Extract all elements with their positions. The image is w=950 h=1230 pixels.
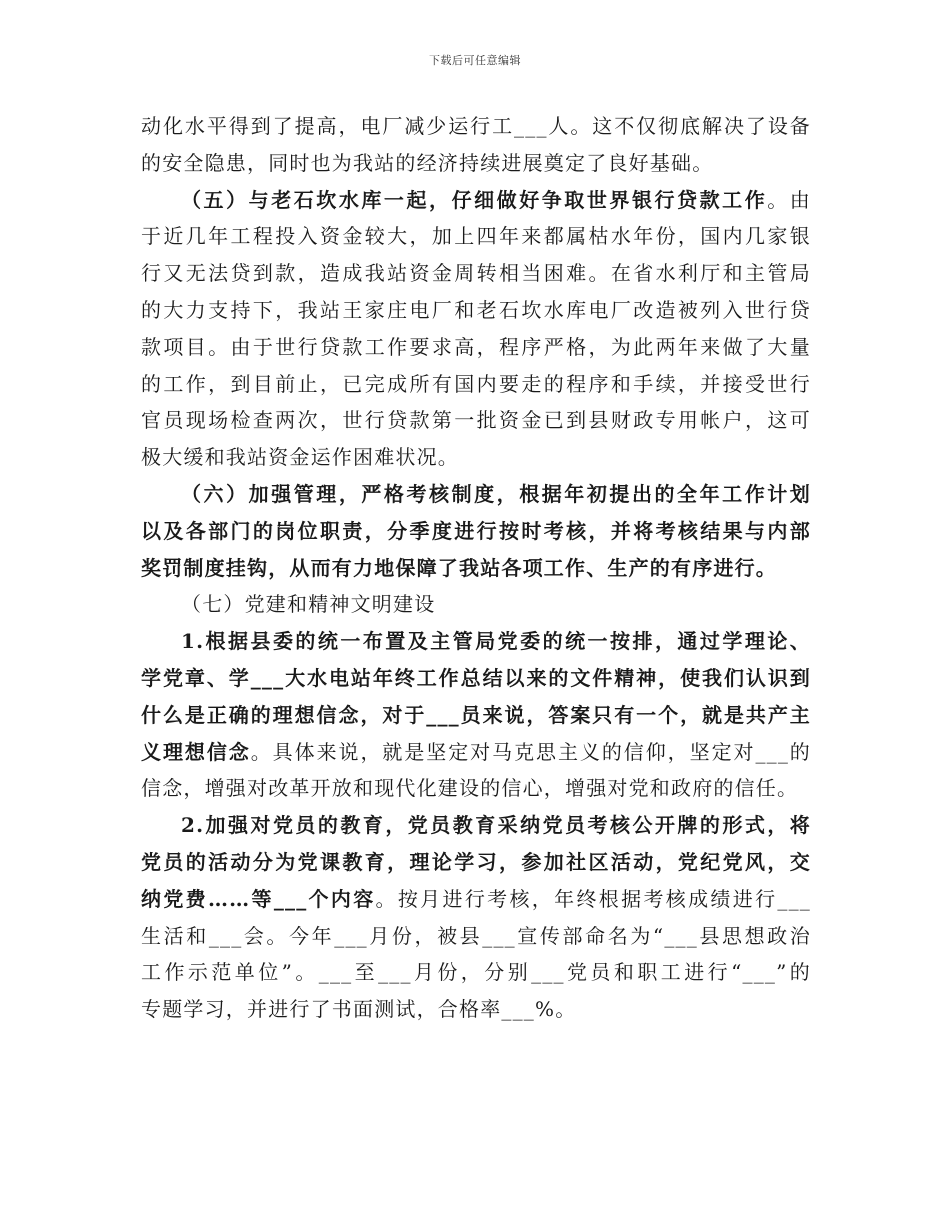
text-line <box>141 366 811 403</box>
text-line <box>141 623 811 660</box>
text-line <box>141 145 811 182</box>
paragraph <box>141 476 811 586</box>
text-line <box>141 108 811 145</box>
paragraph <box>141 623 811 807</box>
bold-text: 党员的活动分为党课教育，理论学习，参加社区活动，党纪党风，交 <box>141 849 811 874</box>
text-line <box>141 881 811 918</box>
text: 。具体来说，就是坚定对马克思主义的信仰，坚定对___的 <box>250 739 812 764</box>
bold-text: 纳党费……等___个内容 <box>141 886 376 911</box>
text: 官员现场检查两次，世行贷款第一批资金已到县财政专用帐户，这可 <box>141 408 811 433</box>
paragraph <box>141 807 811 1028</box>
paragraph <box>141 586 811 623</box>
text-line <box>141 255 811 292</box>
text: 的安全隐患，同时也为我站的经济持续进展奠定了良好基础。 <box>141 150 714 175</box>
document-body <box>141 108 811 1028</box>
text: 款项目。由于世行贷款工作要求高，程序严格，为此两年来做了大量 <box>141 334 811 359</box>
bold-text: 学党章、学___大水电站年终工作总结以来的文件精神，使我们认识到 <box>141 665 811 690</box>
text-line <box>141 918 811 955</box>
text-line <box>141 218 811 255</box>
text: 。按月进行考核，年终根据考核成绩进行___ <box>375 886 811 911</box>
text-line <box>141 439 811 476</box>
text-line <box>141 182 811 219</box>
bold-text: 2.加强对党员的教育，党员教育采纳党员考核公开牌的形式，将 <box>181 813 811 838</box>
bold-text: 什么是正确的理想信念，对于___员来说，答案只有一个，就是共产主 <box>141 702 811 727</box>
text: 的大力支持下，我站王家庄电厂和老石坎水库电厂改造被列入世行贷 <box>141 297 811 322</box>
text-line <box>141 292 811 329</box>
bold-text: 1.根据县委的统一布置及主管局党委的统一按排，通过学理论、 <box>181 629 811 654</box>
text: 行又无法贷到款，造成我站资金周转相当困难。在省水利厅和主管局 <box>141 261 811 286</box>
text-line <box>141 807 811 844</box>
text-line <box>141 660 811 697</box>
text: 专题学习，并进行了书面测试，合格率___%。 <box>141 997 577 1022</box>
text-line <box>141 770 811 807</box>
text-line <box>141 476 811 513</box>
text: （七）党建和精神文明建设 <box>181 592 436 617</box>
paragraph <box>141 182 811 476</box>
bold-text: （五）与老石坎水库一起，仔细做好争取世界银行贷款工作 <box>181 187 768 212</box>
text-line <box>141 844 811 881</box>
bold-text: 奖罚制度挂钩，从而有力地保障了我站各项工作、生产的有序进行。 <box>141 555 777 580</box>
text-line <box>141 954 811 991</box>
page-header: 下载后可任意编辑 <box>429 54 521 67</box>
text: 于近几年工程投入资金较大，加上四年来都属枯水年份，国内几家银 <box>141 224 811 249</box>
bold-text: 以及各部门的岗位职责，分季度进行按时考核，并将考核结果与内部 <box>141 518 811 543</box>
text: 工作示范单位”。___至___月份，分别___党员和职工进行“___”的 <box>141 960 811 985</box>
text-line <box>141 550 811 587</box>
text-line <box>141 329 811 366</box>
bold-text: （六）加强管理，严格考核制度，根据年初提出的全年工作计划 <box>181 481 811 506</box>
paragraph <box>141 108 811 182</box>
text-line <box>141 586 811 623</box>
text-line <box>141 991 811 1028</box>
text: 动化水平得到了提高，电厂减少运行工___人。这不仅彻底解决了设备 <box>141 114 811 138</box>
text: 信念，增强对改革开放和现代化建设的信心，增强对党和政府的信任。 <box>141 776 799 801</box>
text: 的工作，到目前止，已完成所有国内要走的程序和手续，并接受世行 <box>141 371 811 396</box>
text: 生活和___会。今年___月份，被县___宣传部命名为“___县思想政治 <box>141 923 811 948</box>
text: 极大缓和我站资金运作困难状况。 <box>141 445 459 470</box>
text: 。由 <box>767 187 811 212</box>
text-line <box>141 513 811 550</box>
text-line <box>141 402 811 439</box>
text-line <box>141 734 811 771</box>
bold-text: 义理想信念 <box>141 739 251 764</box>
text-line <box>141 697 811 734</box>
